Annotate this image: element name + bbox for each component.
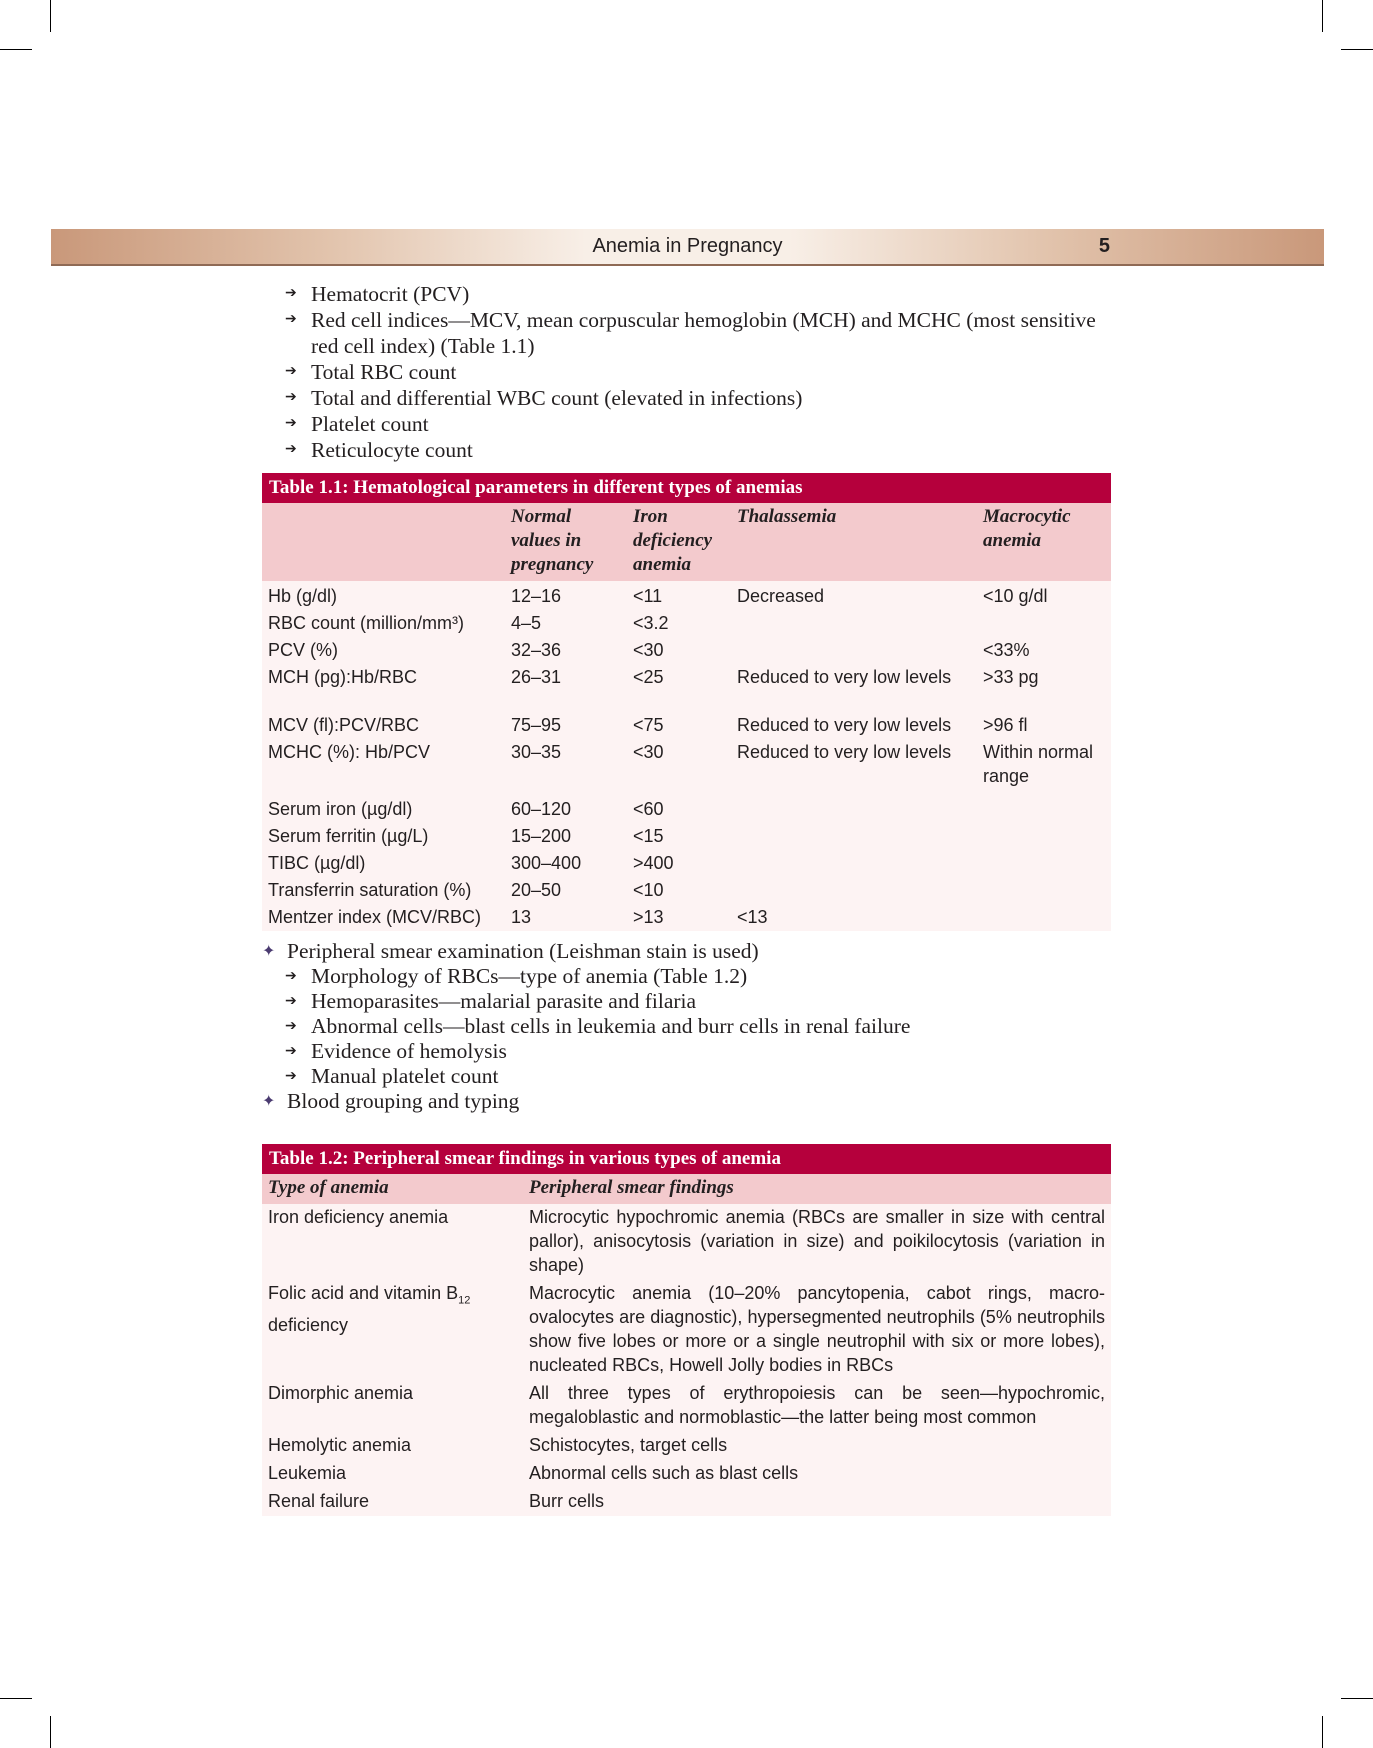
table-cell: 32–36 (511, 640, 562, 660)
column-header: Iron deficiency anemia (627, 503, 731, 581)
table-cell: Leukemia (268, 1463, 347, 1483)
table-cell (977, 796, 1111, 823)
column-header: Type of anemia (262, 1174, 523, 1204)
table-caption: Table 1.2: Peripheral smear findings in various types of anemia (262, 1144, 1111, 1174)
table-cell: Reduced to very low levels (737, 742, 952, 762)
table-caption: Table 1.1: Hematological parameters in different types of anemias (262, 473, 1111, 503)
table-cell: 4–5 (511, 613, 542, 633)
table-cell: 13 (511, 907, 532, 927)
table-row (262, 739, 1111, 796)
list-item-text: Peripheral smear examination (Leishman stain is used) (287, 939, 759, 963)
table-cell: 26–31 (511, 667, 562, 687)
arrow-bullet-icon: ➔ (285, 390, 297, 405)
table-cell: <3.2 (633, 613, 669, 633)
table-row (262, 664, 1111, 712)
list-item (262, 1089, 1112, 1114)
list-item-text: Evidence of hemolysis (311, 1039, 507, 1063)
arrow-bullet-icon: ➔ (285, 1069, 297, 1084)
table-cell: Renal failure (268, 1491, 370, 1511)
table-cell (731, 877, 977, 904)
table-cell: Decreased (737, 586, 825, 606)
table-row (262, 1204, 1111, 1280)
table-cell (977, 850, 1111, 877)
table-cell: 60–120 (511, 799, 572, 819)
list-item (262, 1039, 1112, 1064)
table-cell (977, 610, 1111, 637)
table-cell: <13 (737, 907, 768, 927)
table-cell (977, 877, 1111, 904)
table-row (262, 796, 1111, 823)
table-row (262, 581, 1111, 610)
table-cell: Reduced to very low levels (737, 667, 952, 687)
table-row (262, 712, 1111, 739)
running-header (51, 229, 1324, 266)
table-row (262, 610, 1111, 637)
list-item (262, 989, 1112, 1014)
bullet-list-middle (262, 939, 1112, 1114)
list-item (262, 437, 1112, 463)
table-cell: <75 (633, 715, 664, 735)
table-row (262, 1432, 1111, 1460)
table-cell: <25 (633, 667, 664, 687)
table-cell: 15–200 (511, 826, 572, 846)
crop-mark (1341, 1698, 1373, 1699)
table-cell: Schistocytes, target cells (529, 1435, 728, 1455)
arrow-bullet-icon: ➔ (285, 1019, 297, 1034)
running-title: Anemia in Pregnancy (592, 235, 783, 257)
table-row (262, 1380, 1111, 1432)
arrow-bullet-icon: ➔ (285, 416, 297, 431)
list-item-text: Manual platelet count (311, 1064, 499, 1088)
table-cell: <30 (633, 742, 664, 762)
table-cell: Serum iron (µg/dl) (268, 799, 413, 819)
table-cell: RBC count (million/mm³) (268, 613, 465, 633)
table-cell: >96 fl (983, 715, 1028, 735)
table-cell: <33% (983, 640, 1030, 660)
table-cell: Within normal range (983, 742, 1094, 786)
table-cell: Hb (g/dl) (268, 586, 338, 606)
table-cell: PCV (%) (268, 640, 339, 660)
table-cell: Dimorphic anemia (268, 1383, 414, 1403)
table-cell: Abnormal cells such as blast cells (529, 1463, 799, 1483)
list-item-text: Red cell indices—MCV, mean corpuscular hemoglobin (MCH) and MCHC (most sensitive red cell index) (Table 1.1) (311, 308, 1096, 358)
table-cell: <15 (633, 826, 664, 846)
table-row (262, 1280, 1111, 1380)
crop-mark (0, 49, 32, 50)
crop-mark (1341, 49, 1373, 50)
table-cell: MCH (pg):Hb/RBC (268, 667, 418, 687)
table-cell (977, 904, 1111, 931)
table-cell: Iron deficiency anemia (268, 1207, 449, 1227)
arrow-bullet-icon: ➔ (285, 442, 297, 457)
crop-mark (50, 0, 51, 32)
star-bullet-icon: ✦ (262, 1093, 276, 1110)
table-cell (977, 823, 1111, 850)
table-cell: <60 (633, 799, 664, 819)
table-cell: Hemolytic anemia (268, 1435, 412, 1455)
table-cell: 20–50 (511, 880, 562, 900)
table-row (262, 823, 1111, 850)
table-cell: 300–400 (511, 853, 582, 873)
table-row (262, 877, 1111, 904)
table-cell: >33 pg (983, 667, 1039, 687)
list-item (262, 1064, 1112, 1089)
table-cell: Serum ferritin (µg/L) (268, 826, 429, 846)
list-item-text: Abnormal cells—blast cells in leukemia and burr cells in renal failure (311, 1014, 911, 1038)
arrow-bullet-icon: ➔ (285, 312, 297, 327)
table-cell (731, 823, 977, 850)
list-item (262, 359, 1112, 385)
list-item-text: Total RBC count (311, 360, 457, 384)
list-item-text: Reticulocyte count (311, 438, 473, 462)
table-cell (731, 637, 977, 664)
table-cell (731, 796, 977, 823)
table-row (262, 850, 1111, 877)
table-cell: MCHC (%): Hb/PCV (268, 742, 431, 762)
list-item (262, 411, 1112, 437)
table-cell: >13 (633, 907, 664, 927)
table-peripheral-smear-findings (262, 1144, 1111, 1516)
list-item-text: Total and differential WBC count (elevated in infections) (311, 386, 803, 410)
crop-mark (1322, 0, 1323, 32)
table-cell: Macrocytic anemia (10–20% pancytopenia, cabot rings, macro-ovalocytes are diagnostic), hypersegmented neutrophils (5% neutrophils show five lobes or more or a single neutrophil with six or more lobes), nucleated RBCs, Howell Jolly bodies in RBCs (529, 1283, 1105, 1375)
crop-mark (1322, 1716, 1323, 1748)
table-cell: 12–16 (511, 586, 562, 606)
column-header: Peripheral smear findings (523, 1174, 1111, 1204)
table-cell: >400 (633, 853, 674, 873)
arrow-bullet-icon: ➔ (285, 994, 297, 1009)
table-hematological-parameters (262, 473, 1111, 931)
table-cell: TIBC (µg/dl) (268, 853, 366, 873)
column-header (262, 503, 505, 581)
list-item (262, 281, 1112, 307)
table-row (262, 1460, 1111, 1488)
table-cell: All three types of erythropoiesis can be seen—hypochromic, megaloblastic and normoblastic—the latter being most common (529, 1383, 1105, 1427)
page-number: 5 (1098, 235, 1110, 257)
bullet-list-top (262, 281, 1112, 463)
table-row (262, 904, 1111, 931)
list-item (262, 1014, 1112, 1039)
column-header: Normal values in pregnancy (505, 503, 627, 581)
list-item-text: Platelet count (311, 412, 429, 436)
list-item-text: Blood grouping and typing (287, 1089, 520, 1113)
table-cell: Reduced to very low levels (737, 715, 952, 735)
column-header: Macrocytic anemia (977, 503, 1111, 581)
table-cell: <11 (633, 586, 663, 606)
column-header: Thalassemia (731, 503, 977, 581)
table-cell: Burr cells (529, 1491, 605, 1511)
table-row (262, 637, 1111, 664)
list-item (262, 939, 1112, 964)
list-item-text: Hematocrit (PCV) (311, 282, 470, 306)
table-cell: <10 g/dl (983, 586, 1048, 606)
table-cell: 75–95 (511, 715, 562, 735)
list-item-text: Morphology of RBCs—type of anemia (Table 1.2) (311, 964, 748, 988)
table-cell: MCV (fl):PCV/RBC (268, 715, 420, 735)
table-cell: Mentzer index (MCV/RBC) (268, 907, 482, 927)
star-bullet-icon: ✦ (262, 943, 276, 960)
list-item (262, 307, 1112, 359)
table-cell: Folic acid and vitamin $B_{12}$ deficiency (268, 1283, 471, 1335)
table-cell: <10 (633, 880, 664, 900)
list-item (262, 964, 1112, 989)
table-cell: Microcytic hypochromic anemia (RBCs are smaller in size with central pallor), anisocytosis (variation in size) and poikilocytosis (variation in shape) (529, 1207, 1105, 1275)
crop-mark (0, 1698, 32, 1699)
arrow-bullet-icon: ➔ (285, 364, 297, 379)
table-cell: <30 (633, 640, 664, 660)
list-item (262, 385, 1112, 411)
table-cell (731, 850, 977, 877)
arrow-bullet-icon: ➔ (285, 969, 297, 984)
arrow-bullet-icon: ➔ (285, 286, 297, 301)
list-item-text: Hemoparasites—malarial parasite and filaria (311, 989, 697, 1013)
table-cell: 30–35 (511, 742, 562, 762)
table-cell: Transferrin saturation (%) (268, 880, 472, 900)
table-cell (731, 610, 977, 637)
arrow-bullet-icon: ➔ (285, 1044, 297, 1059)
crop-mark (50, 1716, 51, 1748)
table-row (262, 1488, 1111, 1516)
